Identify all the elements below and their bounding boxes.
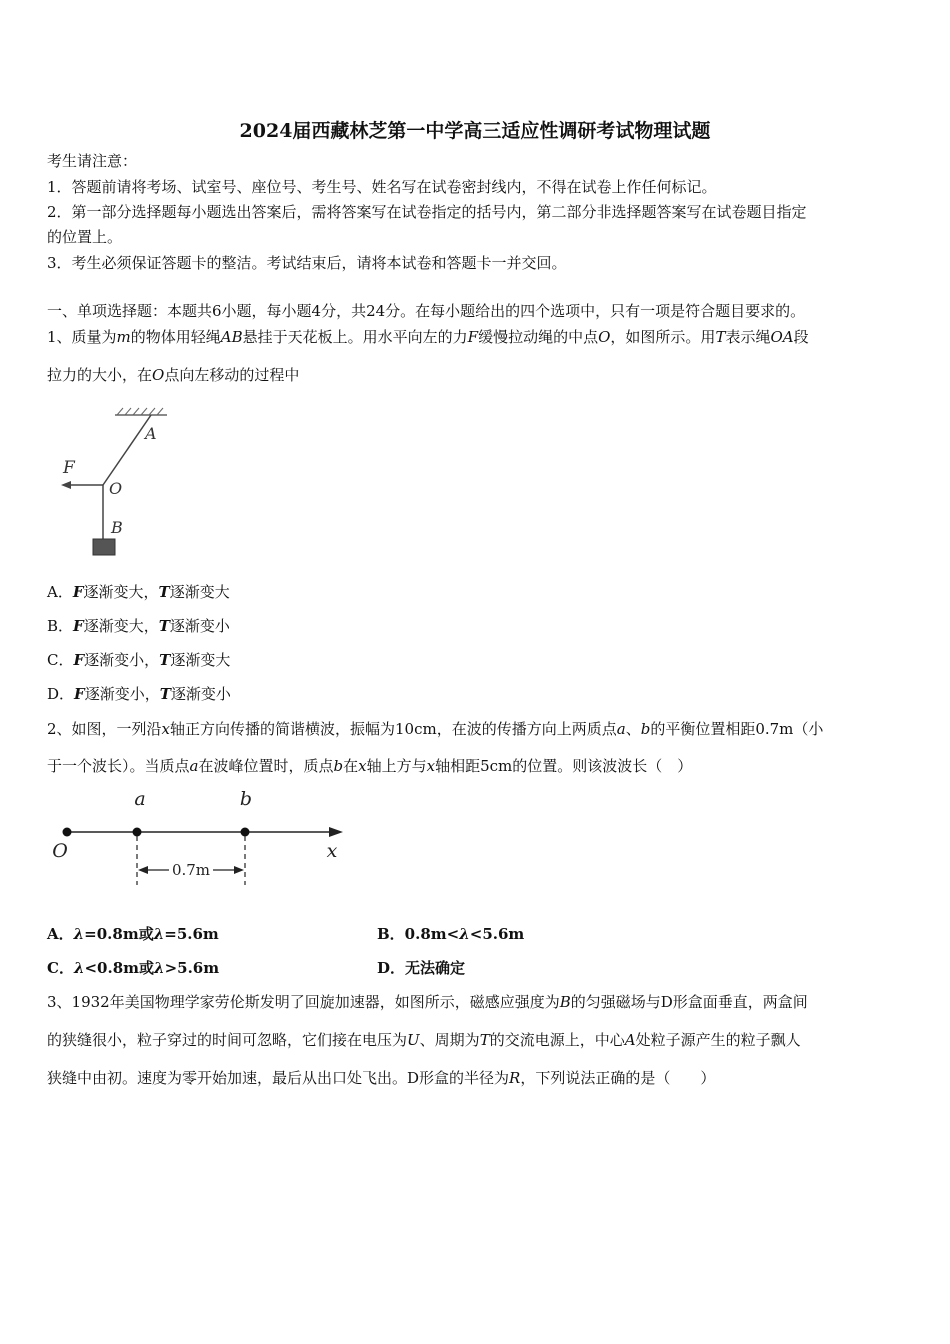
q1-option-d: D．F逐渐变小，T逐渐变小 <box>47 685 231 703</box>
rope-oa <box>103 415 151 485</box>
notice-item-2: 2．第一部分选择题每小题选出答案后，需将答案写在试卷指定的括号内，第二部分非选择题答案写在试卷题目指定 <box>47 203 807 221</box>
notice-item-2-cont: 的位置上。 <box>47 228 123 246</box>
dim-arrow-left <box>138 866 148 874</box>
label-o: O <box>109 479 123 498</box>
page-title: 2024届西藏林芝第一中学高三适应性调研考试物理试题 <box>239 120 711 142</box>
section-heading: 一、单项选择题：本题共6小题，每小题4分，共24分。在每小题给出的四个选项中，只有一项是符合题目要求的。 <box>47 302 806 320</box>
q1-option-c: C．F逐渐变小，T逐渐变大 <box>47 651 231 669</box>
label-origin: O <box>52 840 68 862</box>
q2-stem-line1: 2、如图，一列沿x轴正方向传播的简谐横波，振幅为10cm，在波的传播方向上两质点a、b的平衡位置相距0.7m（小 <box>47 720 824 738</box>
q2-option-a: A．λ=0.8m或λ=5.6m <box>47 925 219 943</box>
q1-option-a: A．F逐渐变大，T逐渐变大 <box>47 583 230 601</box>
q1-stem-line1: 1、质量为m的物体用轻绳AB悬挂于天花板上。用水平向左的力F缓慢拉动绳的中点O，如图所示。用T表示绳OA段 <box>47 328 809 346</box>
label-f: F <box>63 458 75 478</box>
ceiling-hatch <box>117 408 163 415</box>
label-a: a <box>134 788 146 810</box>
x-axis-arrowhead <box>329 827 343 837</box>
mass-block <box>93 539 115 555</box>
force-f-arrowhead <box>61 481 71 489</box>
label-a: A <box>145 424 157 443</box>
q3-stem-line3: 狭缝中由初。速度为零开始加速，最后从出口处飞出。D形盒的半径为R，下列说法正确的是（ ） <box>47 1069 716 1087</box>
label-b: B <box>111 518 123 537</box>
q2-stem-line2: 于一个波长）。当质点a在波峰位置时，质点b在x轴上方与x轴相距5cm的位置。则该波波长（ ） <box>47 757 693 775</box>
label-x: x <box>326 840 338 862</box>
notice-item-3: 3．考生必须保证答题卡的整洁。考试结束后，请将本试卷和答题卡一并交回。 <box>47 254 567 272</box>
distance-label: 0.7m <box>171 861 211 879</box>
q1-option-b: B．F逐渐变大，T逐渐变小 <box>47 617 230 635</box>
label-b: b <box>239 788 253 810</box>
origin-point <box>63 828 72 837</box>
q2-option-c: C．λ<0.8m或λ>5.6m <box>47 959 220 977</box>
dim-arrow-right <box>234 866 244 874</box>
q1-stem-line2: 拉力的大小，在O点向左移动的过程中 <box>47 366 300 384</box>
notice-heading: 考生请注意： <box>47 152 138 170</box>
point-a <box>133 828 142 837</box>
q1-figure <box>55 405 175 565</box>
q2-option-b: B．0.8m<λ<5.6m <box>377 925 525 943</box>
notice-item-1: 1．答题前请将考场、试室号、座位号、考生号、姓名写在试卷密封线内，不得在试卷上作任何标记。 <box>47 178 717 196</box>
q2-option-d: D．无法确定 <box>377 959 466 977</box>
q3-stem-line2: 的狭缝很小，粒子穿过的时间可忽略，它们接在电压为U、周期为T的交流电源上，中心A处粒子源产生的粒子飘人 <box>47 1031 801 1049</box>
point-b <box>241 828 250 837</box>
q3-stem-line1: 3、1932年美国物理学家劳伦斯发明了回旋加速器，如图所示，磁感应强度为B的匀强磁场与D形盒面垂直，两盒间 <box>47 993 808 1011</box>
q2-figure <box>45 785 365 895</box>
